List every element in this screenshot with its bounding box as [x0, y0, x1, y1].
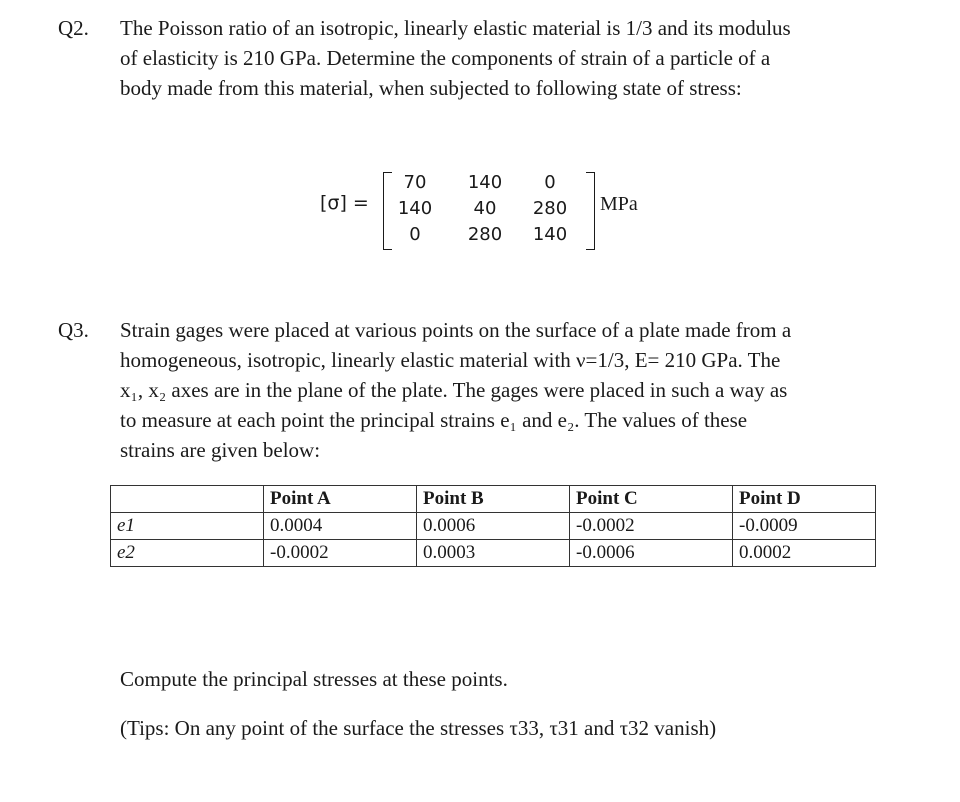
- table-cell: 0.0006: [417, 513, 570, 540]
- table-header: Point B: [417, 486, 570, 513]
- matrix-cell: 140: [532, 224, 568, 245]
- question-text: [120, 315, 910, 465]
- table-header: [111, 486, 264, 513]
- text-line: Strain gages were placed at various points on the surface of a plate made from a: [120, 318, 792, 342]
- text-line: of elasticity is 210 GPa. Determine the components of strain of a particle of a: [120, 46, 771, 70]
- table-cell: 0.0002: [733, 540, 876, 567]
- text-line: to measure at each point the principal strains e₁ and e₂. The values of these: [120, 408, 748, 432]
- matrix-cell: 70: [403, 172, 427, 193]
- tips-text: (Tips: On any point of the surface the stresses τ33, τ31 and τ32 vanish): [120, 716, 717, 740]
- matrix-cell: 0: [544, 172, 556, 193]
- table-row: [111, 540, 876, 567]
- table-header-row: [111, 486, 876, 513]
- matrix-cell: 40: [473, 198, 497, 219]
- matrix-cell: 280: [532, 198, 568, 219]
- matrix-cell: 280: [467, 224, 503, 245]
- table-header: Point A: [264, 486, 417, 513]
- right-bracket: [586, 172, 595, 250]
- compute-instruction: Compute the principal stresses at these points.: [120, 667, 508, 691]
- question-number: Q3.: [58, 318, 89, 342]
- text-line: x₁, x₂ axes are in the plane of the plate. The gages were placed in such a way as: [120, 378, 788, 402]
- table-row: [111, 513, 876, 540]
- matrix-unit: MPa: [600, 193, 638, 215]
- matrix-cell: 140: [397, 198, 433, 219]
- table-cell: -0.0009: [733, 513, 876, 540]
- text-line: body made from this material, when subjected to following state of stress:: [120, 76, 742, 100]
- matrix-label: [σ] =: [320, 192, 369, 214]
- table-cell: -0.0002: [570, 513, 733, 540]
- text-line: The Poisson ratio of an isotropic, linearly elastic material is 1/3 and its modulus: [120, 16, 791, 40]
- table-cell: e2: [111, 540, 264, 567]
- matrix-cell: 0: [409, 224, 421, 245]
- question-number: Q2.: [58, 16, 89, 40]
- table-cell: e1: [111, 513, 264, 540]
- text-line: homogeneous, isotropic, linearly elastic material with ν=1/3, E= 210 GPa. The: [120, 348, 781, 372]
- table-cell: 0.0003: [417, 540, 570, 567]
- table-header: Point C: [570, 486, 733, 513]
- table-header: Point D: [733, 486, 876, 513]
- text-line: strains are given below:: [120, 438, 321, 462]
- strain-table: [110, 485, 876, 567]
- table-cell: -0.0002: [264, 540, 417, 567]
- table-cell: -0.0006: [570, 540, 733, 567]
- table-cell: 0.0004: [264, 513, 417, 540]
- question-text: [120, 13, 910, 103]
- matrix-cell: 140: [467, 172, 503, 193]
